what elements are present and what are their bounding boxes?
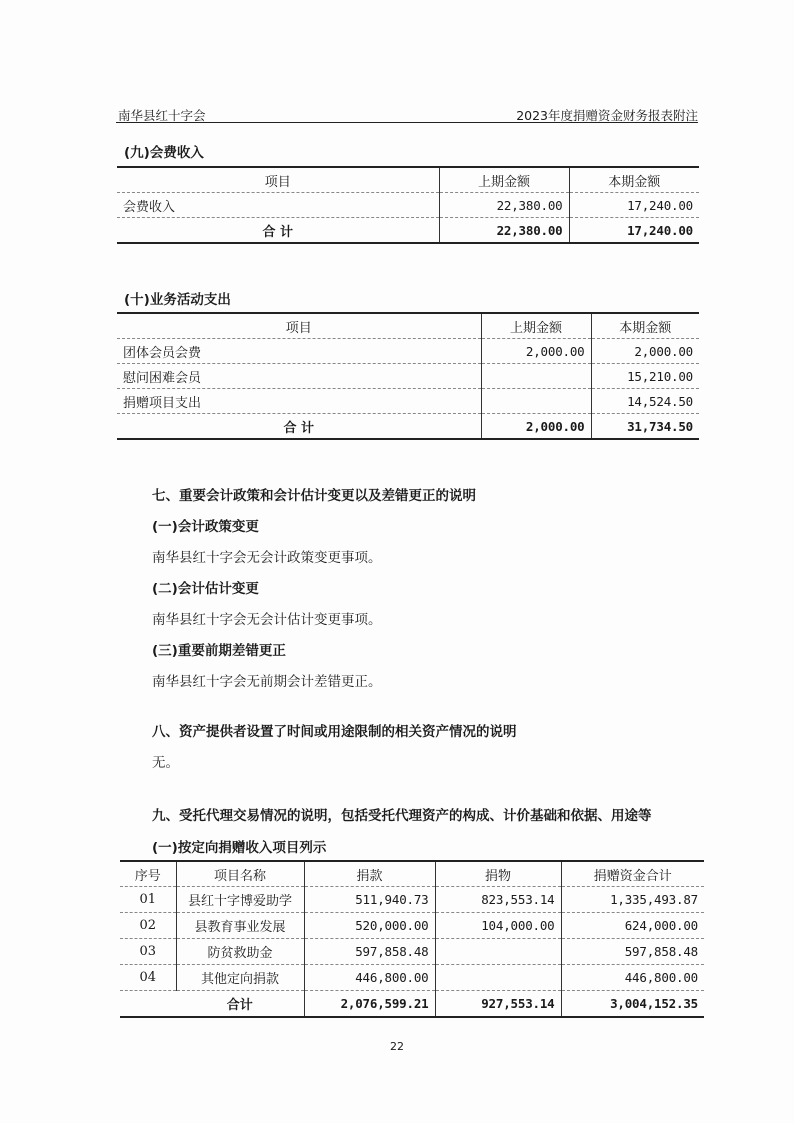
row-cash: 446,800.00 — [304, 965, 435, 991]
page-number: 22 — [390, 1040, 404, 1053]
row-no: 01 — [120, 887, 176, 913]
table-row — [117, 364, 699, 389]
col-header-prev: 上期金额 — [439, 167, 569, 193]
page-header — [118, 104, 698, 124]
table-row — [120, 913, 704, 939]
row-goods — [435, 939, 561, 965]
col-header-item: 项目 — [117, 313, 481, 339]
row-curr-amount: 15,210.00 — [591, 364, 699, 389]
col-header-item: 项目 — [117, 167, 439, 193]
row-project-name: 县红十字博爱助学 — [176, 887, 304, 913]
row-goods: 104,000.00 — [435, 913, 561, 939]
row-total: 597,858.48 — [561, 939, 704, 965]
section-9-sub1: (一)按定向捐赠收入项目列示 — [152, 840, 327, 856]
section-7-title: 七、重要会计政策和会计估计变更以及差错更正的说明 — [152, 488, 476, 504]
section-9-title: (九)会费收入 — [124, 145, 204, 161]
membership-fee-table — [117, 166, 699, 244]
header-rule — [116, 122, 698, 123]
row-prev-amount: 2,000.00 — [481, 339, 591, 364]
table-row — [117, 389, 699, 414]
section-7-para3: 南华县红十字会无前期会计差错更正。 — [152, 674, 382, 690]
col-header-name: 项目名称 — [176, 861, 304, 887]
row-project-name: 防贫救助金 — [176, 939, 304, 965]
table-header-row — [120, 861, 704, 887]
row-curr-amount: 2,000.00 — [591, 339, 699, 364]
row-total: 1,335,493.87 — [561, 887, 704, 913]
row-goods: 823,553.14 — [435, 887, 561, 913]
row-prev-amount — [481, 364, 591, 389]
row-no: 03 — [120, 939, 176, 965]
col-header-curr: 本期金额 — [569, 167, 699, 193]
total-sum: 3,004,152.35 — [561, 991, 704, 1017]
total-prev: 22,380.00 — [439, 218, 569, 244]
row-total: 624,000.00 — [561, 913, 704, 939]
col-header-goods: 捐物 — [435, 861, 561, 887]
col-header-total: 捐赠资金合计 — [561, 861, 704, 887]
total-label: 合计 — [226, 997, 253, 1013]
section-10-title: (十)业务活动支出 — [124, 292, 231, 308]
row-no: 04 — [120, 965, 176, 991]
table-header-row — [117, 167, 699, 193]
row-curr-amount: 14,524.50 — [591, 389, 699, 414]
total-goods: 927,553.14 — [435, 991, 561, 1017]
total-curr: 31,734.50 — [591, 414, 699, 440]
directed-donation-table — [120, 860, 704, 1018]
total-curr: 17,240.00 — [569, 218, 699, 244]
total-row — [117, 414, 699, 440]
row-prev-amount: 22,380.00 — [439, 193, 569, 218]
header-report-title: 2023年度捐赠资金财务报表附注 — [516, 108, 698, 123]
row-total: 446,800.00 — [561, 965, 704, 991]
table-header-row — [117, 313, 699, 339]
row-goods — [435, 965, 561, 991]
total-cash: 2,076,599.21 — [304, 991, 435, 1017]
col-header-curr: 本期金额 — [591, 313, 699, 339]
header-org: 南华县红十字会 — [118, 108, 206, 123]
table-row — [120, 965, 704, 991]
total-row — [120, 991, 704, 1017]
row-item-name: 会费收入 — [117, 193, 439, 218]
row-no: 02 — [120, 913, 176, 939]
col-header-prev: 上期金额 — [481, 313, 591, 339]
section-7-para1: 南华县红十字会无会计政策变更事项。 — [152, 550, 382, 566]
business-expense-table — [117, 312, 699, 440]
row-curr-amount: 17,240.00 — [569, 193, 699, 218]
row-cash: 520,000.00 — [304, 913, 435, 939]
row-item-name: 捐赠项目支出 — [117, 389, 481, 414]
row-cash: 597,858.48 — [304, 939, 435, 965]
section-7-para2: 南华县红十字会无会计估计变更事项。 — [152, 612, 382, 628]
row-prev-amount — [481, 389, 591, 414]
table-row — [120, 939, 704, 965]
col-header-no: 序号 — [120, 861, 176, 887]
total-row — [117, 218, 699, 244]
row-project-name: 其他定向捐款 — [176, 965, 304, 991]
section-8-title: 八、资产提供者设置了时间或用途限制的相关资产情况的说明 — [152, 724, 517, 740]
row-item-name: 慰问困难会员 — [117, 364, 481, 389]
section-7-sub3: (三)重要前期差错更正 — [152, 643, 286, 659]
section-9-main-title: 九、受托代理交易情况的说明，包括受托代理资产的构成、计价基础和依据、用途等 — [152, 808, 652, 824]
table-row — [117, 193, 699, 218]
row-project-name: 县教育事业发展 — [176, 913, 304, 939]
row-cash: 511,940.73 — [304, 887, 435, 913]
table-row — [117, 339, 699, 364]
section-7-sub1: (一)会计政策变更 — [152, 519, 259, 535]
total-label: 合 计 — [283, 420, 315, 436]
section-8-para: 无。 — [152, 755, 179, 771]
total-prev: 2,000.00 — [481, 414, 591, 440]
total-label: 合 计 — [262, 224, 294, 240]
table-row — [120, 887, 704, 913]
total-no-cell — [120, 991, 176, 1017]
section-7-sub2: (二)会计估计变更 — [152, 581, 259, 597]
col-header-cash: 捐款 — [304, 861, 435, 887]
row-item-name: 团体会员会费 — [117, 339, 481, 364]
